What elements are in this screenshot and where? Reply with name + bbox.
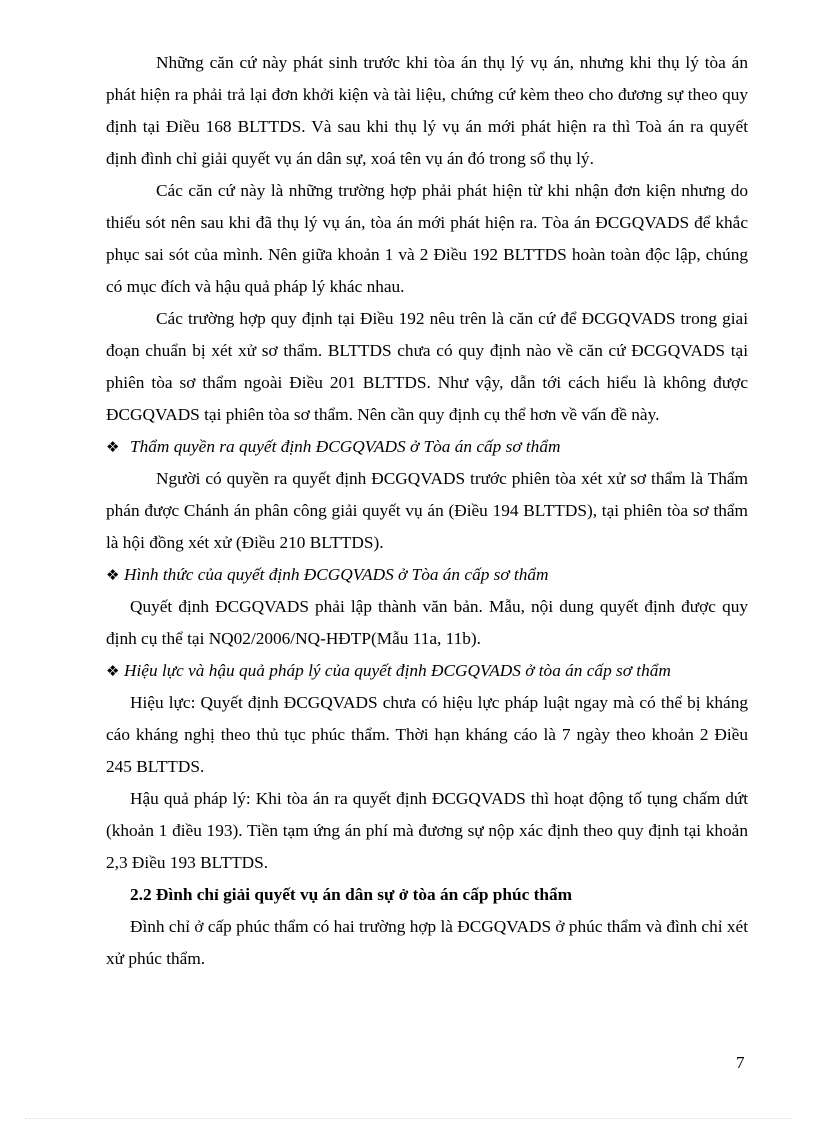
paragraph-7: Hậu quả pháp lý: Khi tòa án ra quyết định ĐCGQVADS thì hoạt động tố tụng chấm dứt (khoản 1 điều 193). Tiền tạm ứng án phí mà đương sự nộp xác định theo quy định tại khoản 2,3 Điều 193 BLTTDS. bbox=[106, 789, 748, 872]
paragraph-6: Hiệu lực: Quyết định ĐCGQVADS chưa có hiệu lực pháp luật ngay mà có thể bị kháng cáo kháng nghị theo thủ tục phúc thẩm. Thời hạn kháng cáo là 7 ngày theo khoản 2 Điều 245 BLTTDS. bbox=[106, 693, 748, 776]
paragraph-1: Những căn cứ này phát sinh trước khi tòa án thụ lý vụ án, nhưng khi thụ lý tòa án phát hiện ra phải trả lại đơn khởi kiện và tài liệu, chứng cứ kèm theo cho đương sự theo quy định tại Điều 168 BLTTDS. Và sau khi thụ lý vụ án mới phát hiện ra thì Toà án ra quyết định đình chỉ giải quyết vụ án dân sự, xoá tên vụ án đó trong sổ thụ lý. bbox=[106, 53, 748, 168]
diamond-bullet-icon: ❖ bbox=[106, 566, 120, 584]
bullet-heading-form-text: Hình thức của quyết định ĐCGQVADS ở Tòa án cấp sơ thẩm bbox=[124, 565, 549, 584]
footer-divider bbox=[25, 1118, 791, 1119]
bullet-heading-form bbox=[106, 559, 748, 591]
diamond-bullet-icon: ❖ bbox=[106, 438, 120, 456]
page-content bbox=[106, 47, 748, 975]
bullet-heading-authority-text: Thẩm quyền ra quyết định ĐCGQVADS ở Tòa án cấp sơ thẩm bbox=[130, 437, 561, 456]
diamond-bullet-icon: ❖ bbox=[106, 662, 120, 680]
paragraph-2: Các căn cứ này là những trường hợp phải phát hiện từ khi nhận đơn kiện nhưng do thiếu sót nên sau khi đã thụ lý vụ án, tòa án mới phát hiện ra. Tòa án ĐCGQVADS để khắc phục sai sót của mình. Nên giữa khoản 1 và 2 Điều 192 BLTTDS hoàn toàn độc lập, chúng có mục đích và hậu quả pháp lý khác nhau. bbox=[106, 181, 748, 296]
paragraph-5: Quyết định ĐCGQVADS phải lập thành văn bản. Mẫu, nội dung quyết định được quy định cụ thể tại NQ02/2006/NQ-HĐTP(Mẫu 11a, 11b). bbox=[106, 597, 748, 648]
paragraph-8: Đình chỉ ở cấp phúc thẩm có hai trường hợp là ĐCGQVADS ở phúc thẩm và đình chỉ xét xử phúc thẩm. bbox=[106, 917, 748, 968]
bullet-heading-effect bbox=[106, 655, 748, 687]
bullet-heading-effect-text: Hiệu lực và hậu quả pháp lý của quyết định ĐCGQVADS ở tòa án cấp sơ thẩm bbox=[124, 661, 671, 680]
bullet-heading-authority bbox=[106, 431, 748, 463]
paragraph-4: Người có quyền ra quyết định ĐCGQVADS trước phiên tòa xét xử sơ thẩm là Thẩm phán được Chánh án phân công giải quyết vụ án (Điều 194 BLTTDS), tại phiên tòa sơ thẩm là hội đồng xét xử (Điều 210 BLTTDS). bbox=[106, 469, 748, 552]
section-heading: 2.2 Đình chỉ giải quyết vụ án dân sự ở tòa án cấp phúc thẩm bbox=[130, 885, 572, 904]
page-number: 7 bbox=[736, 1053, 745, 1072]
paragraph-3: Các trường hợp quy định tại Điều 192 nêu trên là căn cứ để ĐCGQVADS trong giai đoạn chuẩn bị xét xử sơ thẩm. BLTTDS chưa có quy định nào về căn cứ ĐCGQVADS tại phiên tòa sơ thẩm ngoài Điều 201 BLTTDS. Như vậy, dẫn tới cách hiểu là không được ĐCGQVADS tại phiên tòa sơ thẩm. Nên cần quy định cụ thể hơn về vấn đề này. bbox=[106, 309, 748, 424]
